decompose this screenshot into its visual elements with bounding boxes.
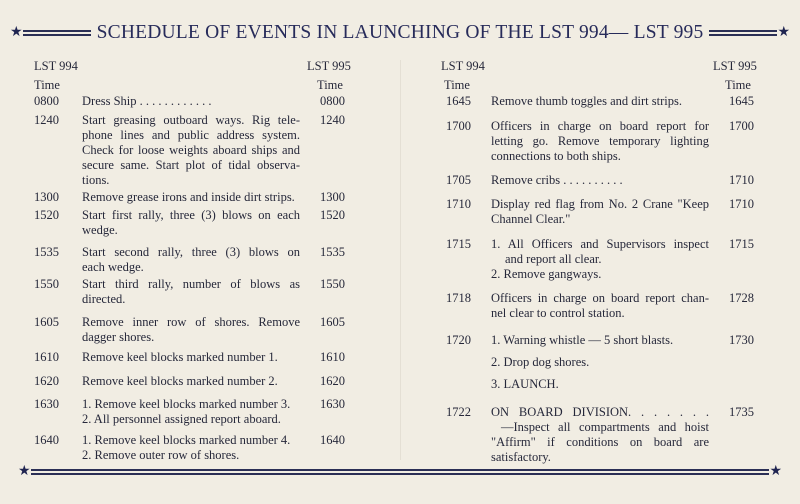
description-line: Display red flag from No. 2 Crane "Keep xyxy=(491,197,709,211)
time-lst-994: 0800 xyxy=(34,94,59,108)
event-description xyxy=(82,94,300,109)
description-line: and report all clear. xyxy=(505,252,602,266)
time-lst-994: 1710 xyxy=(446,197,471,211)
time-lst-994: 1240 xyxy=(34,113,59,127)
time-lst-995: 1710 xyxy=(729,173,754,187)
time-lst-995: 1735 xyxy=(729,405,754,419)
bottom-bar xyxy=(18,466,782,478)
event-description xyxy=(491,94,709,109)
event-description xyxy=(82,245,300,275)
time-lst-995: 1550 xyxy=(320,277,345,291)
time-lst-994: 1605 xyxy=(34,315,59,329)
description-line: connections to both ships. xyxy=(491,149,621,163)
description-line: phone lines and public address system. xyxy=(82,128,300,142)
time-lst-995: 1620 xyxy=(320,374,345,388)
event-description xyxy=(82,374,300,389)
left-col-time-994: Time xyxy=(34,78,60,92)
description-line: dagger shores. xyxy=(82,330,155,344)
time-lst-995: 1520 xyxy=(320,208,345,222)
time-lst-994: 1705 xyxy=(446,173,471,187)
event-description xyxy=(82,113,300,188)
description-line: —Inspect all compartments and hoist xyxy=(501,420,709,434)
event-description xyxy=(82,397,300,427)
event-description xyxy=(82,190,300,205)
time-lst-994: 1645 xyxy=(446,94,471,108)
time-lst-995: 1710 xyxy=(729,197,754,211)
description-line: 3. LAUNCH. xyxy=(491,377,559,391)
description-line: directed. xyxy=(82,292,126,306)
time-lst-995: 1715 xyxy=(729,237,754,251)
description-line: Dress Ship . . . . . . . . . . . . xyxy=(82,94,212,108)
time-lst-994: 1550 xyxy=(34,277,59,291)
double-rule xyxy=(31,468,770,476)
left-col-ship-994: LST 994 xyxy=(34,59,78,73)
time-lst-995: 1610 xyxy=(320,350,345,364)
time-lst-994: 1722 xyxy=(446,405,471,419)
right-col-ship-994: LST 994 xyxy=(441,59,485,73)
description-line: Remove grease irons and inside dirt strips. xyxy=(82,190,295,204)
description-line: 1. Remove keel blocks marked number 3. xyxy=(82,397,291,411)
double-rule xyxy=(709,29,777,37)
time-lst-995: 0800 xyxy=(320,94,345,108)
right-col-time-994: Time xyxy=(444,78,470,92)
description-line: "Affirm" if conditions on board are xyxy=(491,435,709,449)
time-lst-994: 1715 xyxy=(446,237,471,251)
left-col-time-995: Time xyxy=(317,78,343,92)
event-description xyxy=(491,237,709,282)
description-line: Start third rally, number of blows as xyxy=(82,277,300,291)
time-lst-995: 1730 xyxy=(729,333,754,347)
description-line: nel clear to control station. xyxy=(491,306,625,320)
description-line: 2. All personnel assigned report aboard. xyxy=(82,412,281,426)
time-lst-995: 1640 xyxy=(320,433,345,447)
description-line: 1. All Officers and Supervisors inspect xyxy=(491,237,709,251)
description-line: Check for loose weights aboard ships and xyxy=(82,143,300,157)
description-line: Channel Clear." xyxy=(491,212,571,226)
event-description xyxy=(491,291,709,321)
description-line: Remove thumb toggles and dirt strips. xyxy=(491,94,682,108)
description-line: letting go. Remove temporary lighting xyxy=(491,134,709,148)
right-col-ship-995: LST 995 xyxy=(713,59,757,73)
title-bar xyxy=(10,18,790,48)
right-col-time-995: Time xyxy=(725,78,751,92)
event-description xyxy=(491,333,709,392)
event-description xyxy=(82,433,300,463)
event-description xyxy=(491,405,709,465)
star-icon: ★ xyxy=(777,25,791,40)
event-description xyxy=(82,315,300,345)
description-line: Officers in charge on board report for xyxy=(491,119,709,133)
time-lst-995: 1535 xyxy=(320,245,345,259)
time-lst-994: 1700 xyxy=(446,119,471,133)
description-line: Remove keel blocks marked number 1. xyxy=(82,350,278,364)
description-line: Start second rally, three (3) blows on xyxy=(82,245,300,259)
description-line: Start greasing outboard ways. Rig tele- xyxy=(82,113,300,127)
description-line: 2. Drop dog shores. xyxy=(491,355,590,369)
event-description xyxy=(491,197,709,227)
description-line: ON BOARD DIVISION. . . . . . . xyxy=(491,405,709,419)
description-line: wedge. xyxy=(82,223,118,237)
star-icon: ★ xyxy=(769,464,782,479)
event-description xyxy=(82,208,300,238)
description-line: each wedge. xyxy=(82,260,144,274)
center-fold xyxy=(400,60,401,460)
event-description xyxy=(82,350,300,365)
time-lst-995: 1630 xyxy=(320,397,345,411)
time-lst-994: 1640 xyxy=(34,433,59,447)
description-line: secure same. Start plot of tidal observa- xyxy=(82,158,300,172)
description-line: Remove keel blocks marked number 2. xyxy=(82,374,278,388)
time-lst-994: 1535 xyxy=(34,245,59,259)
time-lst-995: 1645 xyxy=(729,94,754,108)
time-lst-995: 1605 xyxy=(320,315,345,329)
time-lst-995: 1728 xyxy=(729,291,754,305)
time-lst-994: 1718 xyxy=(446,291,471,305)
time-lst-995: 1240 xyxy=(320,113,345,127)
time-lst-994: 1520 xyxy=(34,208,59,222)
time-lst-995: 1700 xyxy=(729,119,754,133)
time-lst-994: 1620 xyxy=(34,374,59,388)
description-line: 2. Remove outer row of shores. xyxy=(82,448,240,462)
time-lst-994: 1300 xyxy=(34,190,59,204)
star-icon: ★ xyxy=(18,464,31,479)
description-line: Officers in charge on board report chan- xyxy=(491,291,709,305)
event-description xyxy=(491,119,709,164)
page-title: SCHEDULE OF EVENTS IN LAUNCHING OF THE LST 994— LST 995 xyxy=(96,22,704,43)
description-line: Start first rally, three (3) blows on each xyxy=(82,208,300,222)
left-col-ship-995: LST 995 xyxy=(307,59,351,73)
time-lst-994: 1610 xyxy=(34,350,59,364)
time-lst-994: 1720 xyxy=(446,333,471,347)
description-line: 2. Remove gangways. xyxy=(491,267,602,281)
star-icon: ★ xyxy=(10,25,23,40)
time-lst-994: 1630 xyxy=(34,397,59,411)
event-description xyxy=(491,173,709,188)
time-lst-995: 1300 xyxy=(320,190,345,204)
description-line: Remove inner row of shores. Remove xyxy=(82,315,300,329)
description-line: 1. Warning whistle — 5 short blasts. xyxy=(491,333,674,347)
double-rule xyxy=(23,29,91,37)
description-line: satisfactory. xyxy=(491,450,551,464)
description-line: 1. Remove keel blocks marked number 4. xyxy=(82,433,291,447)
description-line: Remove cribs . . . . . . . . . . xyxy=(491,173,623,187)
event-description xyxy=(82,277,300,307)
description-line: tions. xyxy=(82,173,110,187)
